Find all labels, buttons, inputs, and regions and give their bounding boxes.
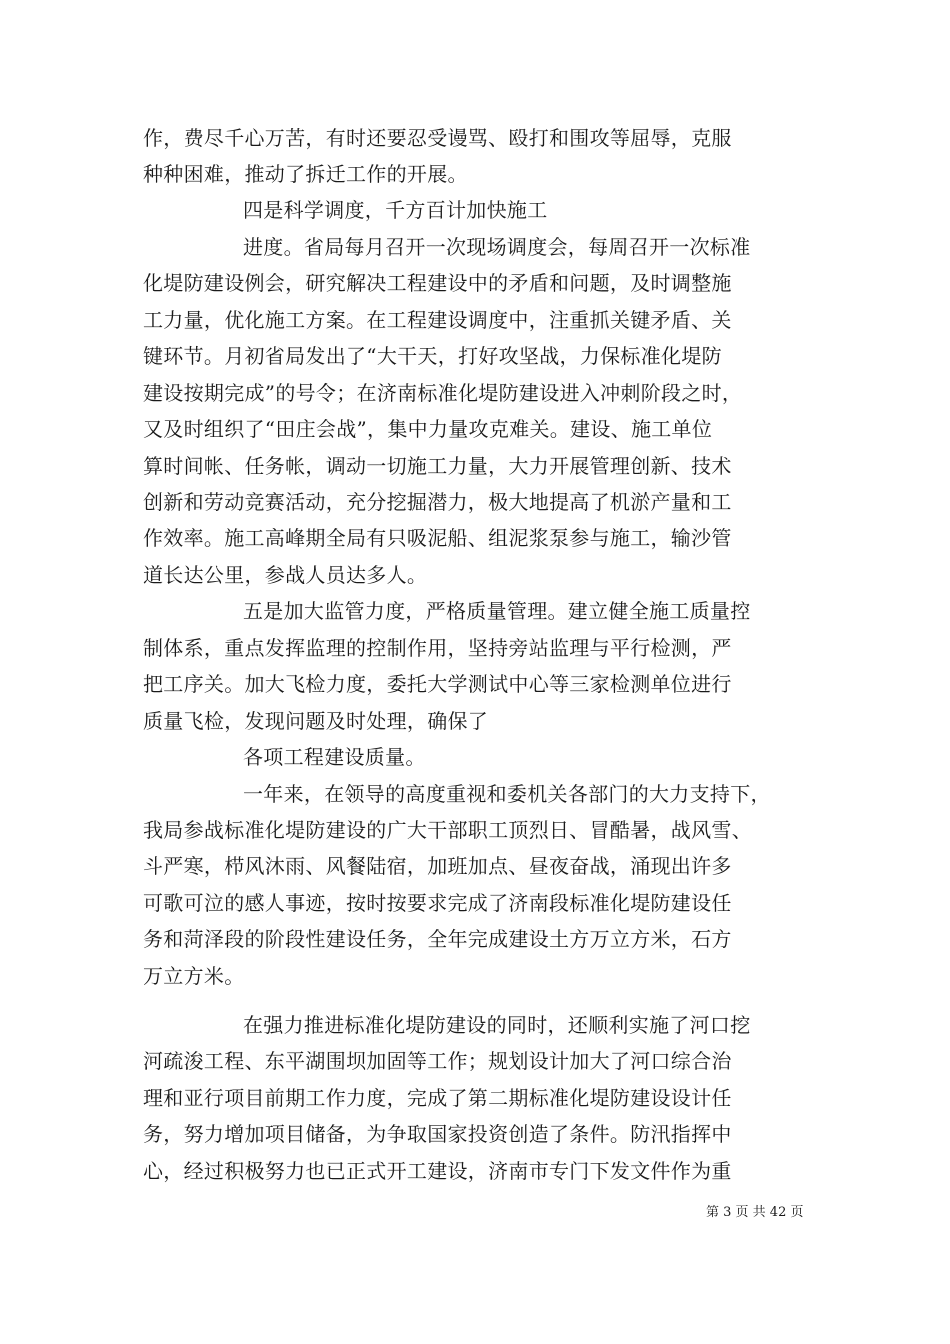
text-line: 进度。省局每月召开一次现场调度会，每周召开一次标准 <box>243 235 751 259</box>
text-line: 河疏浚工程、东平湖围坝加固等工作；规划设计加大了河口综合治 <box>143 1049 732 1073</box>
text-line: 又及时组织了“田庄会战”，集中力量攻克难关。建设、施工单位 <box>143 417 713 441</box>
text-line: 理和亚行项目前期工作力度，完成了第二期标准化堤防建设设计任 <box>143 1086 732 1110</box>
text-line: 五是加大监管力度，严格质量管理。建立健全施工质量控 <box>243 599 751 623</box>
text-line: 工力量，优化施工方案。在工程建设调度中，注重抓关键矛盾、关 <box>143 308 732 332</box>
text-line: 各项工程建设质量。 <box>243 745 426 769</box>
text-line: 道长达公里，参战人员达多人。 <box>143 563 428 587</box>
text-line: 质量飞检，发现问题及时处理，确保了 <box>143 709 489 733</box>
text-line: 斗严寒，栉风沐雨、风餐陆宿，加班加点、昼夜奋战，涌现出许多 <box>143 854 732 878</box>
text-line: 种种困难，推动了拆迁工作的开展。 <box>143 162 468 186</box>
text-line: 作效率。施工高峰期全局有只吸泥船、组泥浆泵参与施工，输沙管 <box>143 526 732 550</box>
text-line: 在强力推进标准化堤防建设的同时，还顺利实施了河口挖 <box>243 1013 751 1037</box>
text-line: 务，努力增加项目储备，为争取国家投资创造了条件。防汛指挥中 <box>143 1122 732 1146</box>
text-line: 创新和劳动竞赛活动，充分挖掘潜力，极大地提高了机淤产量和工 <box>143 490 732 514</box>
text-line: 键环节。月初省局发出了“大干天，打好攻坚战，力保标准化堤防 <box>143 344 722 368</box>
text-line: 一年来，在领导的高度重视和委机关各部门的大力支持下， <box>243 782 771 806</box>
text-line: 算时间帐、任务帐，调动一切施工力量，大力开展管理创新、技术 <box>143 454 732 478</box>
text-line: 务和菏泽段的阶段性建设任务，全年完成建设土方万立方米，石方 <box>143 927 732 951</box>
text-line: 可歌可泣的感人事迹，按时按要求完成了济南段标准化堤防建设任 <box>143 891 732 915</box>
text-line: 作，费尽千心万苦，有时还要忍受谩骂、殴打和围攻等屈辱，克服 <box>143 126 732 150</box>
text-line: 建设按期完成”的号令；在济南标准化堤防建设进入冲刺阶段之时， <box>143 381 743 405</box>
text-line: 心，经过积极努力也已正式开工建设，济南市专门下发文件作为重 <box>143 1159 732 1183</box>
text-line: 化堤防建设例会，研究解决工程建设中的矛盾和问题，及时调整施 <box>143 271 732 295</box>
text-line: 万立方米。 <box>143 964 245 988</box>
section-heading: 四是科学调度，千方百计加快施工 <box>243 198 548 222</box>
text-line: 把工序关。加大飞检力度，委托大学测试中心等三家检测单位进行 <box>143 672 732 696</box>
text-line: 制体系，重点发挥监理的控制作用，坚持旁站监理与平行检测，严 <box>143 636 732 660</box>
text-line: 我局参战标准化堤防建设的广大干部职工顶烈日、冒酷暑，战风雪、 <box>143 818 752 842</box>
page-number: 第 3 页 共 42 页 <box>706 1205 804 1220</box>
